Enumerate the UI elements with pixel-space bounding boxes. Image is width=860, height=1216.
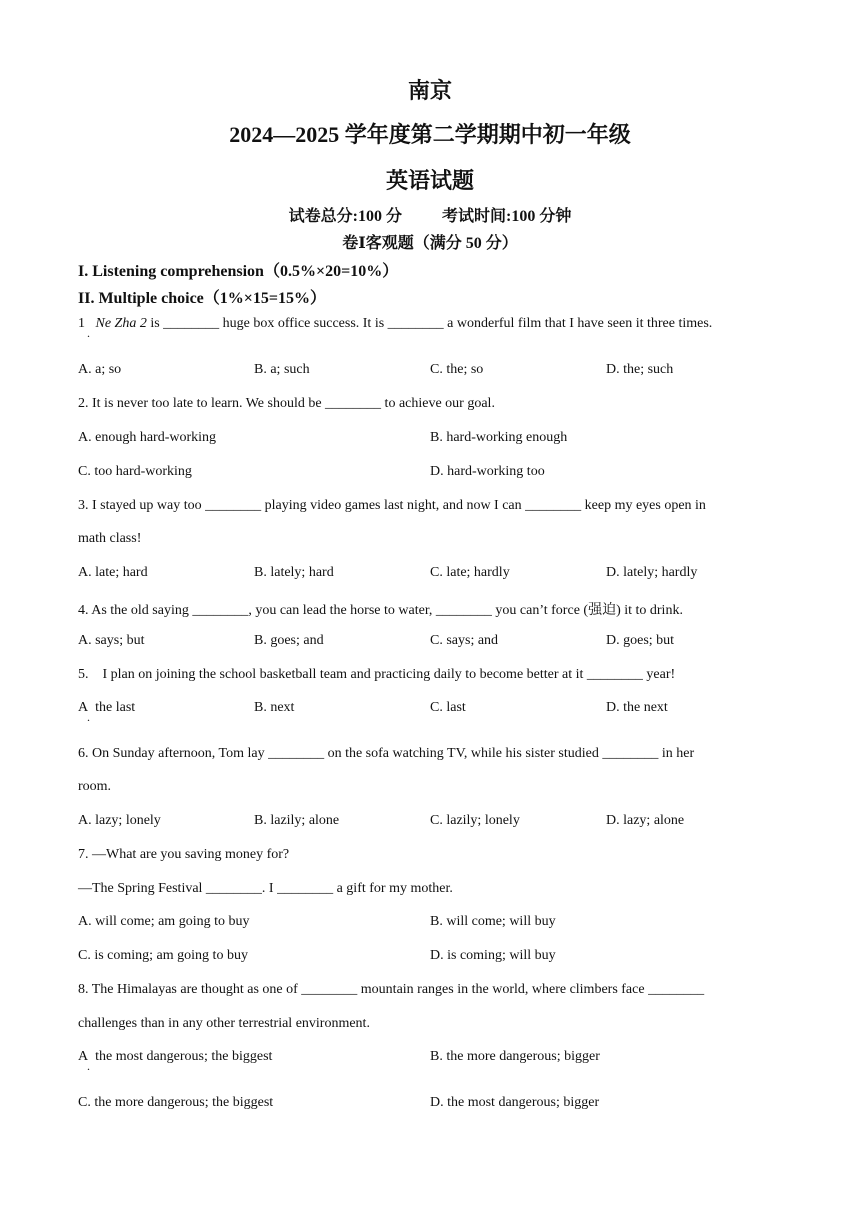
- question-8-stem-cont: challenges than in any other terrestrial environment.: [78, 1016, 370, 1031]
- question-6-option-d: D. lazy; alone: [606, 813, 685, 828]
- question-3-option-d: D. lately; hardly: [606, 565, 698, 580]
- question-2-stem: 2. It is never too late to learn. We should be ________ to achieve our goal.: [78, 396, 495, 411]
- question-8-option-c: C. the more dangerous; the biggest: [78, 1095, 274, 1110]
- question-1-option-a: A. a; so: [78, 362, 122, 377]
- section-multiple-choice: II. Multiple choice（1%×15=15%）: [78, 290, 327, 307]
- question-4-option-d: D. goes; but: [606, 633, 675, 648]
- question-7-option-a: A. will come; am going to buy: [78, 914, 250, 929]
- question-2-option-b: B. hard-working enough: [430, 430, 568, 445]
- question-7-option-b: B. will come; will buy: [430, 914, 556, 929]
- question-1-option-b: B. a; such: [254, 362, 310, 377]
- section-listening: I. Listening comprehension（0.5%×20=10%）: [78, 263, 399, 280]
- question-5-option-c: C. last: [430, 700, 466, 715]
- question-2-option-c: C. too hard-working: [78, 464, 192, 479]
- question-8-option-b: B. the more dangerous; bigger: [430, 1049, 600, 1064]
- question-1-stem: 1 . Ne Zha 2 is ________ huge box office success. It is ________ a wonderful film that I have seen it three times.: [78, 316, 713, 340]
- question-3-option-b: B. lately; hard: [254, 565, 334, 580]
- question-6-option-a: A. lazy; lonely: [78, 813, 161, 828]
- question-1-option-c: C. the; so: [430, 362, 484, 377]
- question-7-stem-cont: —The Spring Festival ________. I ________ a gift for my mother.: [78, 881, 453, 896]
- question-6-stem: 6. On Sunday afternoon, Tom lay ________ on the sofa watching TV, while his sister studied ________ in her: [78, 746, 695, 761]
- term-title: 2024—2025 学年度第二学期期中初一年级: [229, 122, 631, 147]
- question-4-option-b: B. goes; and: [254, 633, 324, 648]
- question-3-option-c: C. late; hardly: [430, 565, 510, 580]
- question-8-option-a: A . the most dangerous; the biggest: [78, 1049, 273, 1073]
- question-8-option-d: D. the most dangerous; bigger: [430, 1095, 600, 1110]
- question-6-option-c: C. lazily; lonely: [430, 813, 520, 828]
- question-3-stem: 3. I stayed up way too ________ playing video games last night, and now I can ________ keep my eyes open in: [78, 498, 706, 513]
- question-7-stem: 7. —What are you saving money for?: [78, 847, 290, 862]
- exam-meta: [0, 203, 860, 226]
- question-5-option-d: D. the next: [606, 700, 668, 715]
- question-1-option-d: D. the; such: [606, 362, 674, 377]
- question-7-option-c: C. is coming; am going to buy: [78, 948, 248, 963]
- question-5-option-a: A . the last: [78, 700, 136, 724]
- part-one-title: 卷Ⅰ客观题（满分 50 分）: [342, 235, 518, 252]
- total-score: 试卷总分:100 分: [288, 208, 402, 225]
- question-7-option-d: D. is coming; will buy: [430, 948, 556, 963]
- question-4-option-a: A. says; but: [78, 633, 145, 648]
- question-5-option-b: B. next: [254, 700, 295, 715]
- question-6-stem-cont: room.: [78, 779, 112, 794]
- question-4-option-c: C. says; and: [430, 633, 499, 648]
- subject-title: 英语试题: [385, 168, 474, 193]
- question-5-stem: 5. I plan on joining the school basketball team and practicing daily to become better at it ________ year!: [78, 667, 676, 682]
- question-2-option-a: A. enough hard-working: [78, 430, 217, 445]
- question-1-number: 1 .: [78, 316, 90, 340]
- question-4-stem: 4. As the old saying ________, you can lead the horse to water, ________ you can’t force (强迫) it to drink.: [78, 603, 683, 618]
- city-title: 南京: [407, 78, 452, 103]
- question-3-stem-cont: math class!: [78, 531, 142, 546]
- question-2-option-d: D. hard-working too: [430, 464, 545, 479]
- question-8-stem: 8. The Himalayas are thought as one of ________ mountain ranges in the world, where climbers face ________: [78, 982, 705, 997]
- film-title: Ne Zha 2: [95, 316, 147, 331]
- exam-time: 考试时间:100 分钟: [442, 208, 572, 225]
- question-3-option-a: A. late; hard: [78, 565, 148, 580]
- question-6-option-b: B. lazily; alone: [254, 813, 340, 828]
